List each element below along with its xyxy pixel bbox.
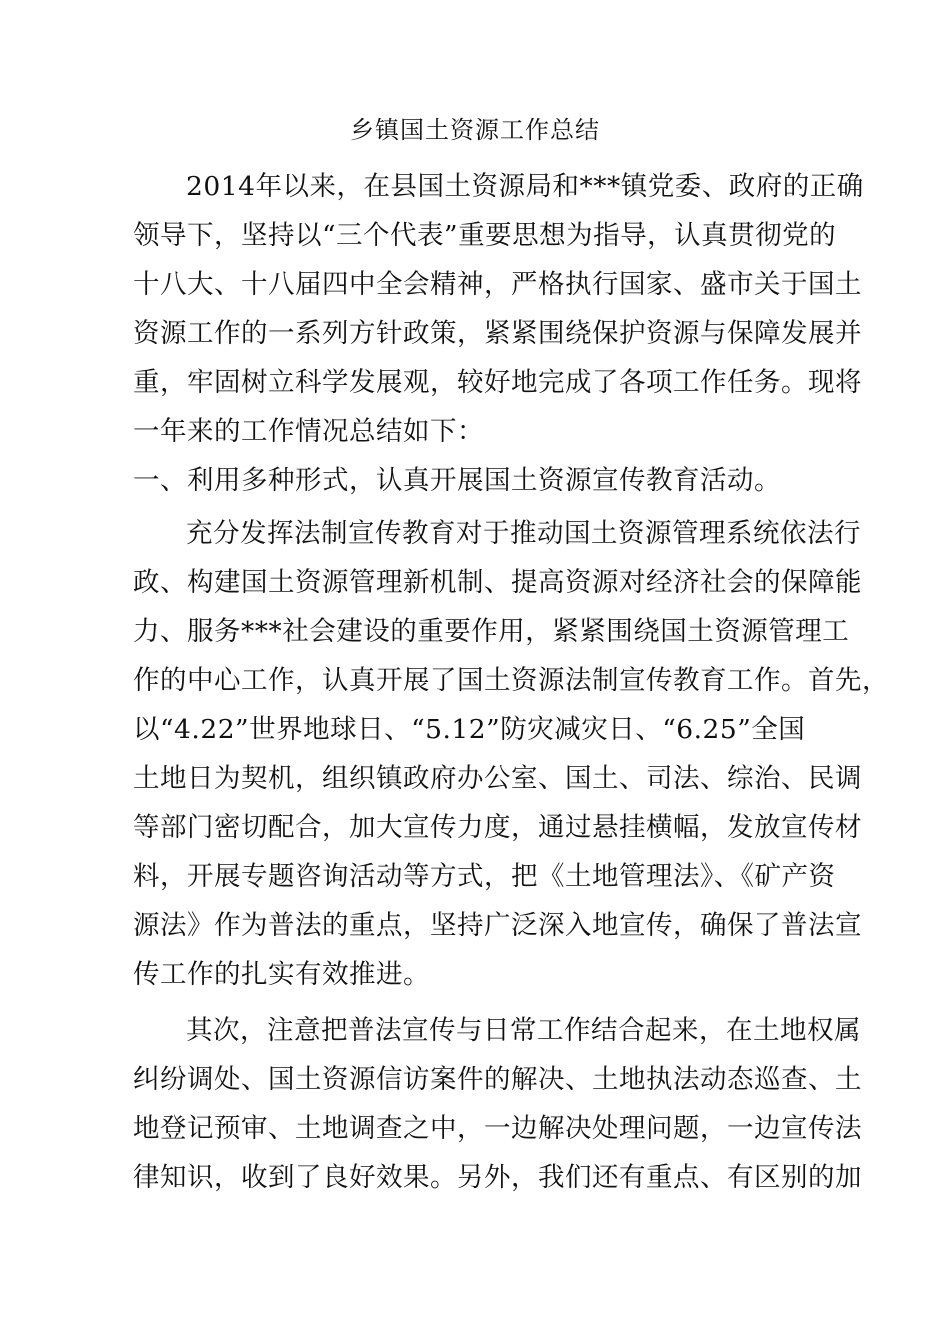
text-line: 作的中心工作，认真开展了国土资源法制宣传教育工作。首先， [133,665,889,696]
section-heading: 一、利用多种形式，认真开展国土资源宣传教育活动。 [133,465,781,496]
text-line: 力、服务***社会建设的重要作用，紧紧围绕国土资源管理工 [133,616,850,647]
text-line: 纠纷调处、国土资源信访案件的解决、土地执法动态巡查、土 [133,1064,862,1095]
text-line: 以“4.22”世界地球日、“5.12”防灾减灾日、“6.25”全国 [133,714,806,745]
text-line: 一年来的工作情况总结如下： [133,416,484,447]
text-line: 十八大、十八届四中全会精神，严格执行国家、盛市关于国土 [133,269,862,300]
text-line: 2014年以来，在县国土资源局和***镇党委、政府的正确 [186,171,864,202]
text-line: 政、构建国土资源管理新机制、提高资源对经济社会的保障能 [133,567,862,598]
text-line: 源法》作为普法的重点，坚持广泛深入地宣传，确保了普法宣 [133,910,862,941]
text-line: 重，牢固树立科学发展观，较好地完成了各项工作任务。现将 [133,367,862,398]
text-line: 资源工作的一系列方针政策，紧紧围绕保护资源与保障发展并 [133,318,862,349]
document-title: 乡镇国土资源工作总结 [350,116,600,144]
text-line: 充分发挥法制宣传教育对于推动国土资源管理系统依法行 [186,518,861,549]
text-line: 土地日为契机，组织镇政府办公室、国土、司法、综治、民调 [133,763,862,794]
text-line: 等部门密切配合，加大宣传力度，通过悬挂横幅，发放宣传材 [133,812,862,843]
text-line: 其次，注意把普法宣传与日常工作结合起来，在土地权属 [186,1015,861,1046]
text-line: 地登记预审、土地调查之中，一边解决处理问题，一边宣传法 [133,1113,862,1144]
text-line: 领导下，坚持以“三个代表”重要思想为指导，认真贯彻党的 [133,220,837,251]
text-line: 律知识，收到了良好效果。另外，我们还有重点、有区别的加 [133,1162,862,1193]
text-line: 料，开展专题咨询活动等方式，把《土地管理法》、《矿产资 [133,861,836,892]
text-line: 传工作的扎实有效推进。 [133,959,430,990]
